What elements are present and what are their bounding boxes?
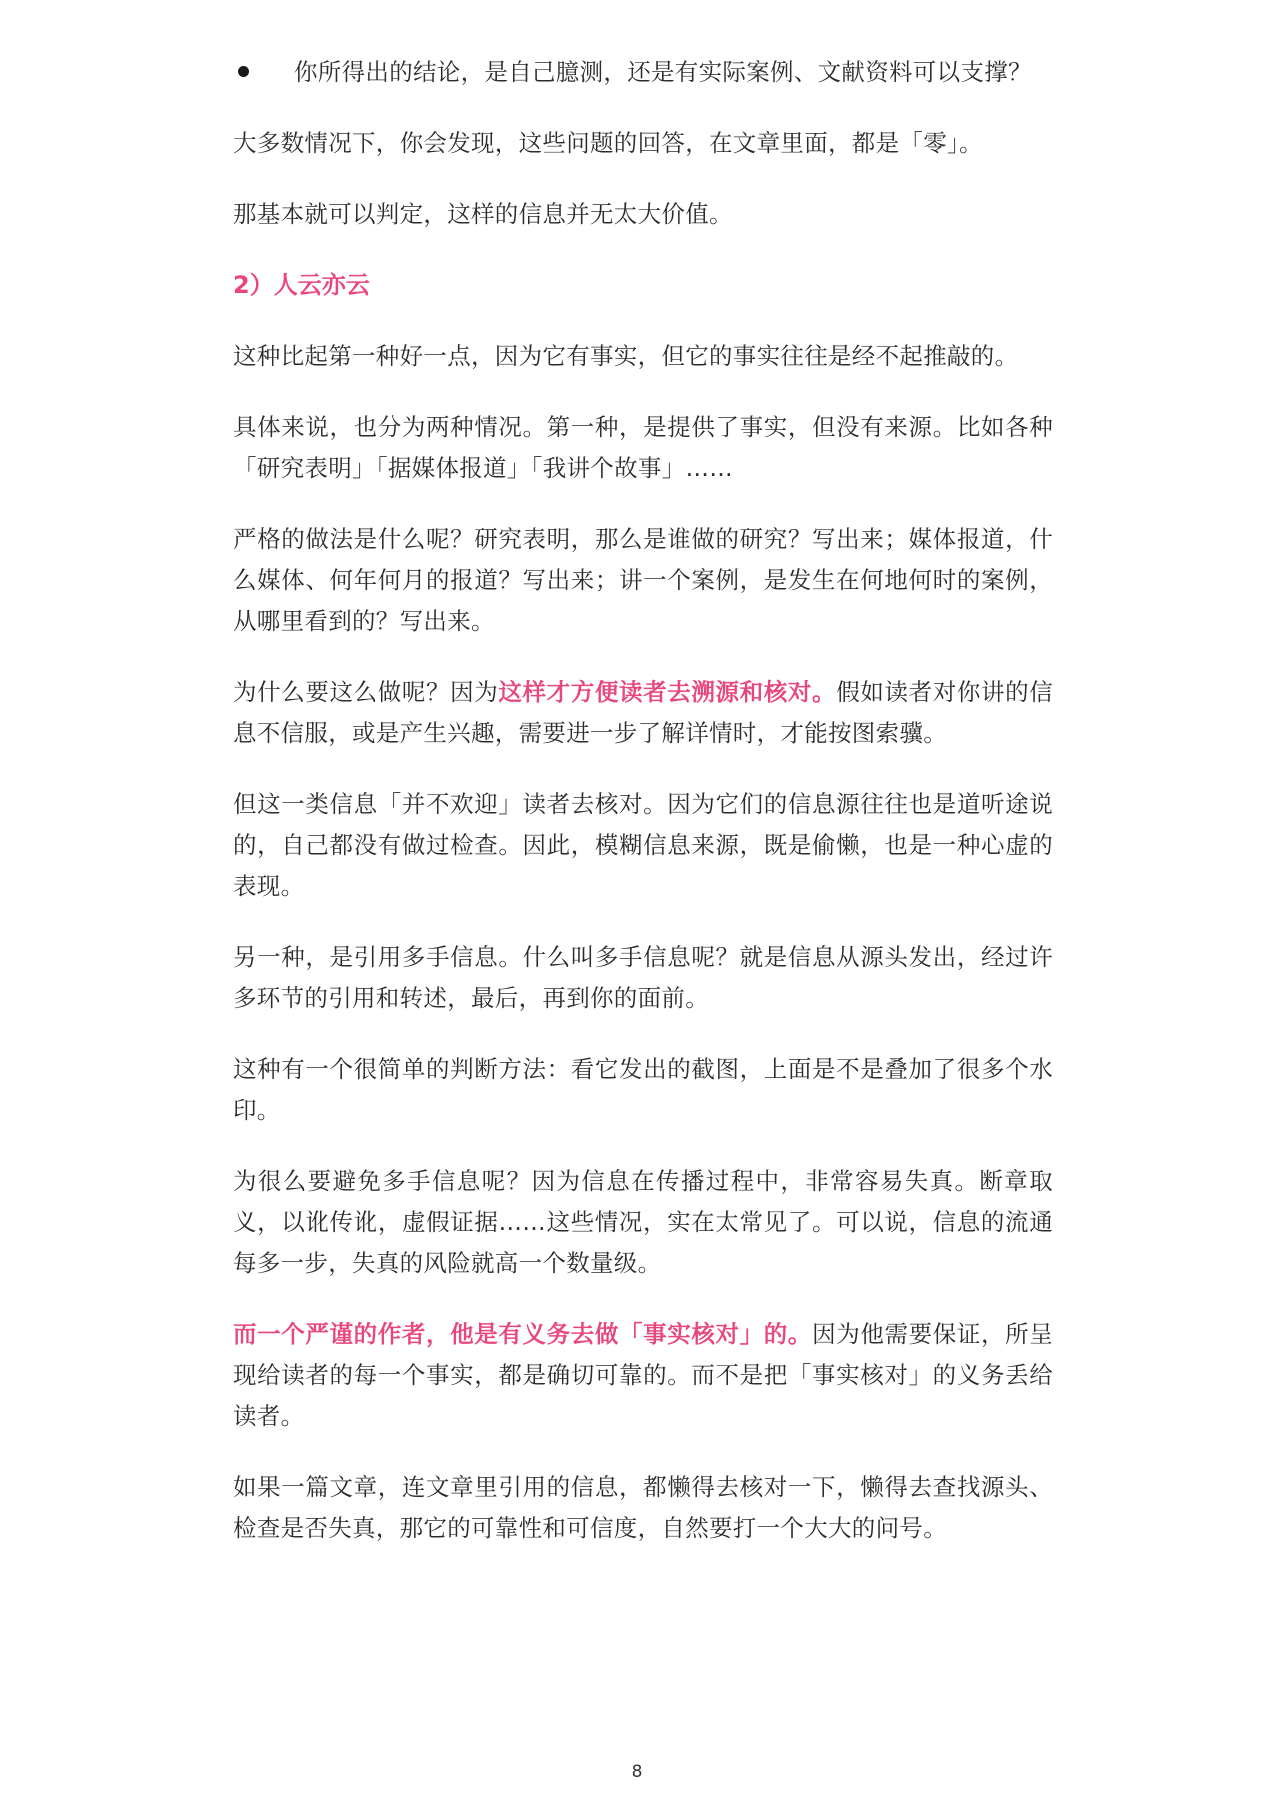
paragraph-2: 那基本就可以判定，这样的信息并无太大价值。 [233, 200, 733, 228]
paragraph-11-highlight: 而一个严谨的作者，他是有义务去做「事实核对」的。 [233, 1320, 813, 1348]
paragraph-11 [233, 1314, 1053, 1437]
page-number: 8 [631, 1762, 643, 1782]
paragraph-6 [233, 672, 1053, 754]
paragraph-10: 为很么要避免多手信息呢？因为信息在传播过程中，非常容易失真。断章取义，以讹传讹，虚假证据……这些情况，实在太常见了。可以说，信息的流通每多一步，失真的风险就高一个数量级。 [233, 1167, 1053, 1277]
paragraph-11-text-b: 因为他需要保证，所呈现给读者的每一个事实，都是确切可靠的。而不是把「事实核对」的义务丢给读者。 [233, 1320, 1054, 1430]
paragraph-9: 这种有一个很简单的判断方法：看它发出的截图，上面是不是叠加了很多个水印。 [233, 1055, 1053, 1124]
paragraph-3: 这种比起第一种好一点，因为它有事实，但它的事实往往是经不起推敲的。 [233, 342, 1019, 370]
paragraph-6-highlight: 这样才方便读者去溯源和核对。 [498, 678, 837, 706]
paragraph-6-text-c: 假如读者对你讲的信息不信服，或是产生兴趣，需要进一步了解详情时，才能按图索骥。 [233, 678, 1054, 747]
section-heading: 2）人云亦云 [233, 271, 370, 299]
paragraph-7: 但这一类信息「并不欢迎」读者去核对。因为它们的信息源往往也是道听途说的，自己都没有做过检查。因此，模糊信息来源，既是偷懒，也是一种心虚的表现。 [233, 790, 1053, 900]
bullet-dot-icon [238, 66, 249, 77]
paragraph-4: 具体来说，也分为两种情况。第一种，是提供了事实，但没有来源。比如各种「研究表明」「据媒体报道」「我讲个故事」…… [233, 413, 1053, 482]
bullet-text: 你所得出的结论，是自己臆测，还是有实际案例、文献资料可以支撑？ [294, 58, 1032, 86]
bullet-item [233, 52, 1053, 93]
paragraph-1: 大多数情况下，你会发现，这些问题的回答，在文章里面，都是「零」。 [233, 129, 983, 157]
document-page [233, 52, 1053, 1579]
paragraph-6-text-a: 为什么要这么做呢？因为 [233, 678, 499, 706]
paragraph-12: 如果一篇文章，连文章里引用的信息，都懒得去核对一下，懒得去查找源头、检查是否失真，那它的可靠性和可信度，自然要打一个大大的问号。 [233, 1473, 1053, 1542]
paragraph-5: 严格的做法是什么呢？研究表明，那么是谁做的研究？写出来；媒体报道，什么媒体、何年何月的报道？写出来；讲一个案例，是发生在何地何时的案例，从哪里看到的？写出来。 [233, 525, 1053, 635]
paragraph-8: 另一种，是引用多手信息。什么叫多手信息呢？就是信息从源头发出，经过许多环节的引用和转述，最后，再到你的面前。 [233, 943, 1053, 1012]
